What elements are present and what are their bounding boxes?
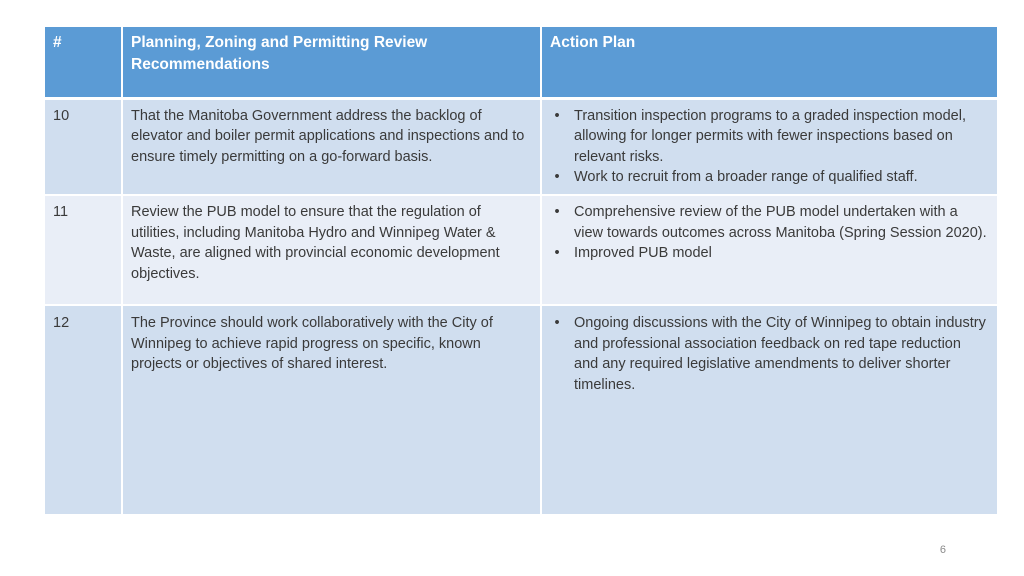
action-item xyxy=(550,313,989,395)
bullet-icon: • xyxy=(554,107,560,124)
row-recommendation: The Province should work collaboratively with the City of Winnipeg to achieve rapid progress on specific, known projects or objectives of shared interest. xyxy=(122,305,541,515)
header-recommendation: Planning, Zoning and Permitting Review Recommendations xyxy=(122,27,541,98)
row-action-plan xyxy=(541,305,997,515)
recommendations-table xyxy=(45,27,997,516)
bullet-icon: • xyxy=(554,169,560,185)
bullet-icon: • xyxy=(554,204,560,220)
table-header-row xyxy=(45,27,997,98)
action-item xyxy=(550,243,989,264)
action-list xyxy=(550,106,989,188)
action-list xyxy=(550,313,989,395)
row-action-plan xyxy=(541,98,997,195)
header-action-plan: Action Plan xyxy=(541,27,997,98)
action-text: Transition inspection programs to a graded inspection model, allowing for longer permits with fewer inspections based on relevant risks. xyxy=(574,107,966,165)
table-row xyxy=(45,98,997,195)
page-number: 6 xyxy=(939,544,946,556)
row-number: 10 xyxy=(45,98,122,195)
table-row xyxy=(45,305,997,515)
row-number: 12 xyxy=(45,305,122,515)
row-number: 11 xyxy=(45,195,122,305)
bullet-icon: • xyxy=(554,245,560,261)
action-list xyxy=(550,202,989,264)
action-text: Improved PUB model xyxy=(574,245,712,261)
action-item xyxy=(550,106,989,168)
action-text: Comprehensive review of the PUB model undertaken with a view towards outcomes across Manitoba (Spring Session 2020). xyxy=(574,204,987,241)
row-action-plan xyxy=(541,195,997,305)
action-text: Ongoing discussions with the City of Winnipeg to obtain industry and professional association feedback on red tape reduction and any required legislative amendments to deliver shorter timelines. xyxy=(574,315,986,393)
table-row xyxy=(45,195,997,305)
action-item xyxy=(550,202,989,243)
action-text: Work to recruit from a broader range of qualified staff. xyxy=(574,169,918,185)
action-item xyxy=(550,167,989,188)
header-number: # xyxy=(45,27,122,98)
bullet-icon: • xyxy=(554,315,560,331)
row-recommendation: That the Manitoba Government address the backlog of elevator and boiler permit applications and inspections and to ensure timely permitting on a go-forward basis. xyxy=(122,98,541,195)
row-recommendation: Review the PUB model to ensure that the regulation of utilities, including Manitoba Hydro and Winnipeg Water & Waste, are aligned with provincial economic development objectives. xyxy=(122,195,541,305)
